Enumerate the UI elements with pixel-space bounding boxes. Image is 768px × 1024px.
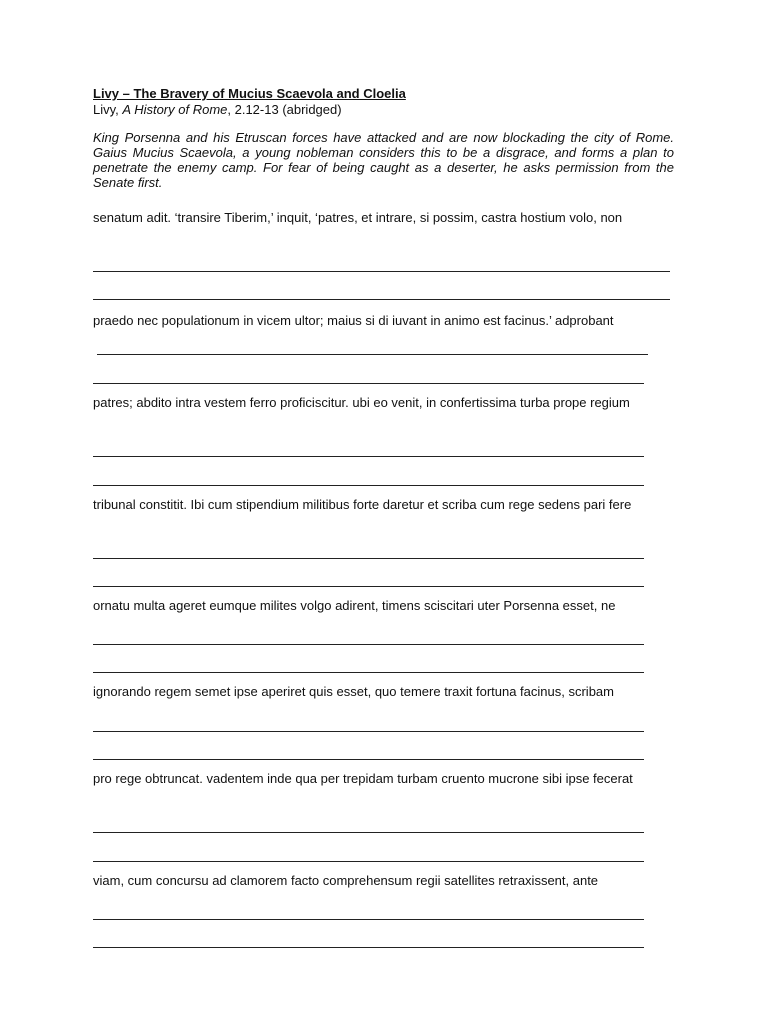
latin-passage-8: viam, cum concursu ad clamorem facto comprehensum regii satellites retraxissent, ante bbox=[93, 873, 599, 888]
latin-passage-2: praedo nec populationum in vicem ultor; maius si di iuvant in animo est facinus.’ adprobant bbox=[93, 313, 614, 328]
source-work: A History of Rome bbox=[122, 102, 228, 117]
translation-line-8a[interactable] bbox=[93, 919, 644, 920]
worksheet-page bbox=[93, 86, 674, 190]
latin-passage-6: ignorando regem semet ipse aperiret quis esset, quo temere traxit fortuna facinus, scribam bbox=[93, 684, 614, 699]
intro-paragraph: King Porsenna and his Etruscan forces have attacked and are now blockading the city of Rome. Gaius Mucius Scaevola, a young nobleman considers this to be a disgrace, and forms a plan to penetrate the enemy camp. For fear of being caught as a deserter, he asks permission from the Senate first. bbox=[93, 130, 674, 190]
translation-line-8b[interactable] bbox=[93, 947, 644, 948]
worksheet-title: Livy – The Bravery of Mucius Scaevola and Cloelia bbox=[93, 86, 406, 101]
latin-passage-7: pro rege obtruncat. vadentem inde qua per trepidam turbam cruento mucrone sibi ipse fecerat bbox=[93, 771, 633, 786]
translation-line-7a[interactable] bbox=[93, 832, 644, 833]
latin-passage-1: senatum adit. ‘transire Tiberim,’ inquit, ‘patres, et intrare, si possim, castra hostium volo, non bbox=[93, 210, 623, 225]
source-citation bbox=[93, 102, 674, 118]
translation-line-2a[interactable] bbox=[97, 354, 648, 355]
translation-line-4a[interactable] bbox=[93, 558, 644, 559]
translation-line-7b[interactable] bbox=[93, 861, 644, 862]
translation-line-5b[interactable] bbox=[93, 672, 644, 673]
translation-line-4b[interactable] bbox=[93, 586, 644, 587]
source-author: Livy, bbox=[93, 102, 123, 117]
translation-line-2b[interactable] bbox=[93, 383, 644, 384]
latin-passage-3: patres; abdito intra vestem ferro proficiscitur. ubi eo venit, in confertissima turba prope regium bbox=[93, 395, 630, 410]
translation-line-6a[interactable] bbox=[93, 731, 644, 732]
translation-line-6b[interactable] bbox=[93, 759, 644, 760]
translation-line-1b[interactable] bbox=[93, 299, 670, 300]
source-reference: , 2.12-13 (abridged) bbox=[227, 102, 342, 117]
latin-passage-4: tribunal constitit. Ibi cum stipendium militibus forte daretur et scriba cum rege sedens pari fere bbox=[93, 497, 632, 512]
latin-passage-5: ornatu multa ageret eumque milites volgo adirent, timens sciscitari uter Porsenna esset, ne bbox=[93, 598, 616, 613]
translation-line-5a[interactable] bbox=[93, 644, 644, 645]
translation-line-3a[interactable] bbox=[93, 456, 644, 457]
translation-line-1a[interactable] bbox=[93, 271, 670, 272]
translation-line-3b[interactable] bbox=[93, 485, 644, 486]
